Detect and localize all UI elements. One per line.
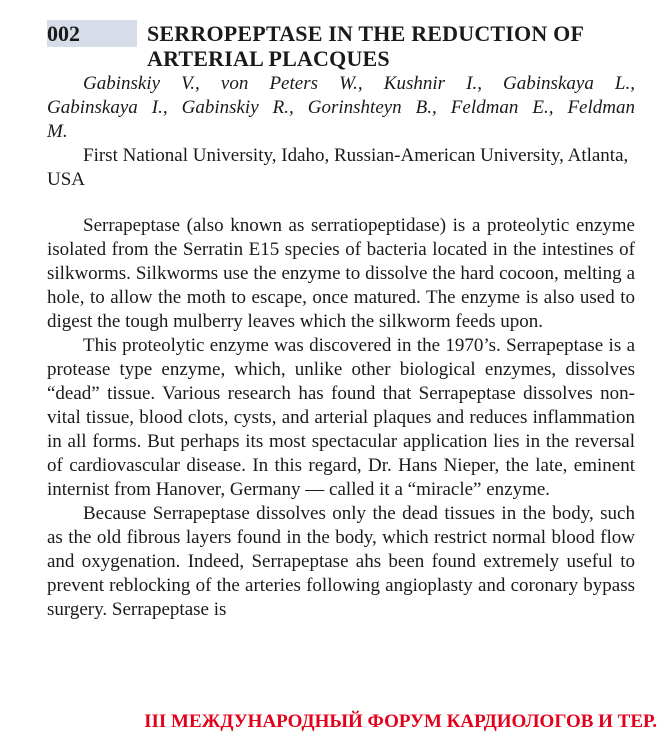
abstract-page: [47, 20, 635, 622]
author-list: Gabinskiy V., von Peters W., Kushnir I., Gabinskaya L., Gabinskaya I., Gabinskiy R., Gorinshteyn B., Feldman E., Feldman M.: [47, 73, 635, 142]
abstract-title: SERROPEPTASE IN THE REDUCTION OF ARTERIAL PLACQUES: [147, 21, 584, 71]
body-paragraph: Serrapeptase (also known as serratiopeptidase) is a proteolytic enzyme isolated from the Serratin E15 species of bacteria located in the intestines of silkworms. Silkworms use the enzyme to dissolve the hard cocoon, melting a hole, to allow the moth to escape, once matured. The enzyme is also used to digest the tough mulberry leaves which the silkworm feeds upon.: [47, 215, 635, 332]
abstract-header: [47, 20, 635, 71]
body-paragraph: Because Serrapeptase dissolves only the dead tissues in the body, such as the old fibrous layers found in the body, which restrict normal blood flow and oxygenation. Indeed, Serrapeptase ahs been found extremely useful to prevent reblocking of the arteries following angioplasty and coronary bypass surgery. Serrapeptase is: [47, 503, 635, 620]
running-footer: III МЕЖДУНАРОДНЫЙ ФОРУМ КАРДИОЛОГОВ И ТЕР.: [144, 711, 657, 732]
abstract-number: 002: [47, 20, 137, 47]
abstract-body: [47, 214, 635, 622]
affiliation: First National University, Idaho, Russian-American University, Atlanta, USA: [47, 145, 629, 190]
body-paragraph: This proteolytic enzyme was discovered in the 1970’s. Serrapeptase is a protease type enzyme, which, unlike other biological enzymes, dissolves “dead” tissue. Various research has found that Serrapeptase dissolves non-vital tissue, blood clots, cysts, and arterial plaques and reduces inflammation in all forms. But perhaps its most spectacular application lies in the reversal of cardiovascular disease. In this regard, Dr. Hans Nieper, the late, eminent internist from Hanover, Germany — called it a “miracle” enzyme.: [47, 335, 635, 500]
